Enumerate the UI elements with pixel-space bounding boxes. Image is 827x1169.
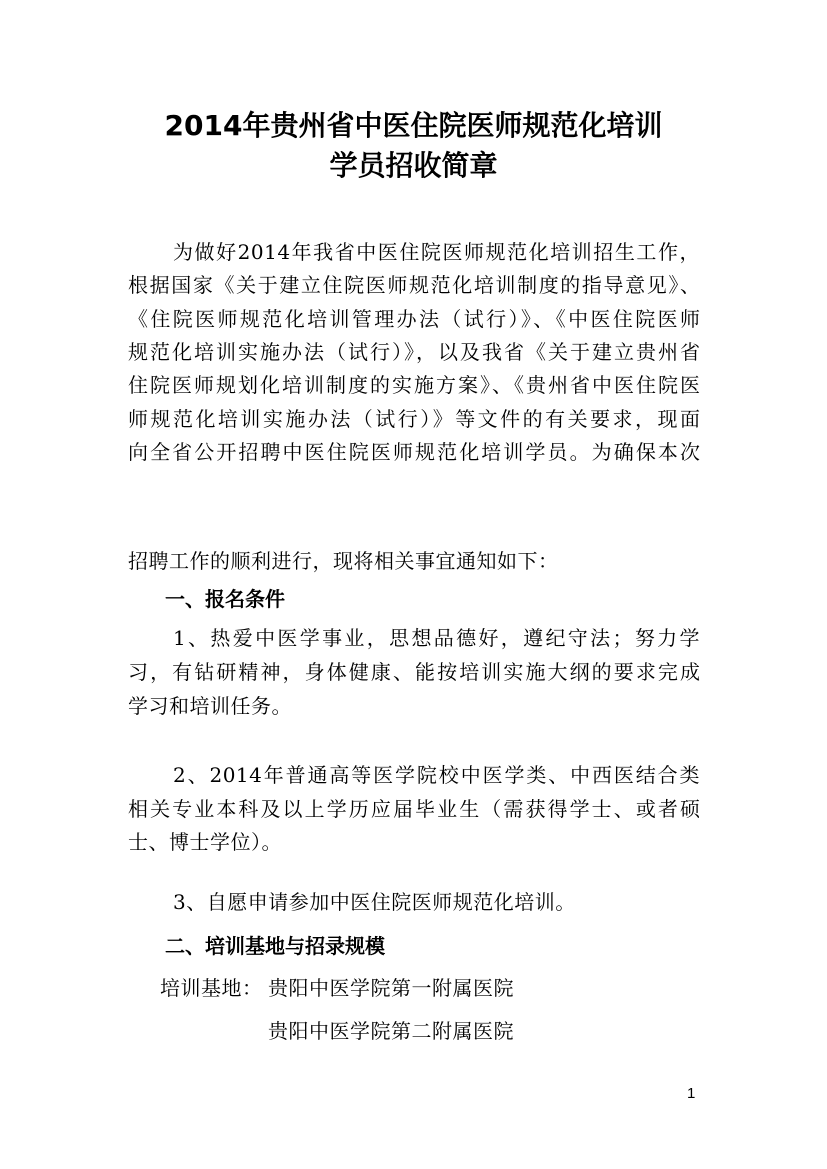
section-heading-training-bases: 二、培训基地与招录规模 (165, 934, 385, 958)
intro-line-7: 向全省公开招聘中医住院医师规范化培训学员。为确保本次 (128, 440, 700, 464)
intro-line-2: 根据国家《关于建立住院医师规范化培训制度的指导意见》、 (128, 273, 700, 297)
condition-1-line-1: 1、热爱中医学事业，思想品德好，遵纪守法；努力学 (173, 626, 700, 650)
condition-2-line-2: 相关专业本科及以上学历应届毕业生（需获得学士、或者硕 (128, 797, 700, 821)
training-bases-label: 培训基地： (160, 976, 263, 1000)
intro-line-5: 住院医师规划化培训制度的实施方案》、《贵州省中医住院医 (128, 373, 700, 397)
condition-2-line-1: 2、2014年普通高等医学院校中医学类、中西医结合类 (173, 763, 700, 787)
section-heading-registration-conditions: 一、报名条件 (165, 587, 285, 611)
document-title-line-1: 2014年贵州省中医住院医师规范化培训 (164, 109, 663, 142)
condition-2-line-3: 士、博士学位）。 (128, 830, 282, 854)
document-title-line-2: 学员招收简章 (329, 149, 498, 182)
condition-1-line-3: 学习和培训任务。 (128, 694, 292, 718)
intro-line-4: 规范化培训实施办法（试行）》，以及我省《关于建立贵州省 (128, 340, 700, 364)
condition-3: 3、自愿申请参加中医住院医师规范化培训。 (173, 890, 576, 914)
intro-line-6: 师规范化培训实施办法（试行）》等文件的有关要求，现面 (128, 407, 700, 431)
intro-line-3: 《住院医师规范化培训管理办法（试行）》、《中医住院医师 (128, 307, 700, 331)
intro-line-8: 招聘工作的顺利进行，现将相关事宜通知如下： (128, 549, 559, 573)
training-base-2: 贵阳中医学院第二附属医院 (268, 1019, 514, 1043)
intro-line-1: 为做好2014年我省中医住院医师规范化培训招生工作， (173, 240, 700, 264)
page-number: 1 (687, 1085, 696, 1102)
training-base-1: 贵阳中医学院第一附属医院 (268, 976, 514, 1000)
condition-1-line-2: 习，有钻研精神，身体健康、能按培训实施大纲的要求完成 (128, 660, 700, 684)
